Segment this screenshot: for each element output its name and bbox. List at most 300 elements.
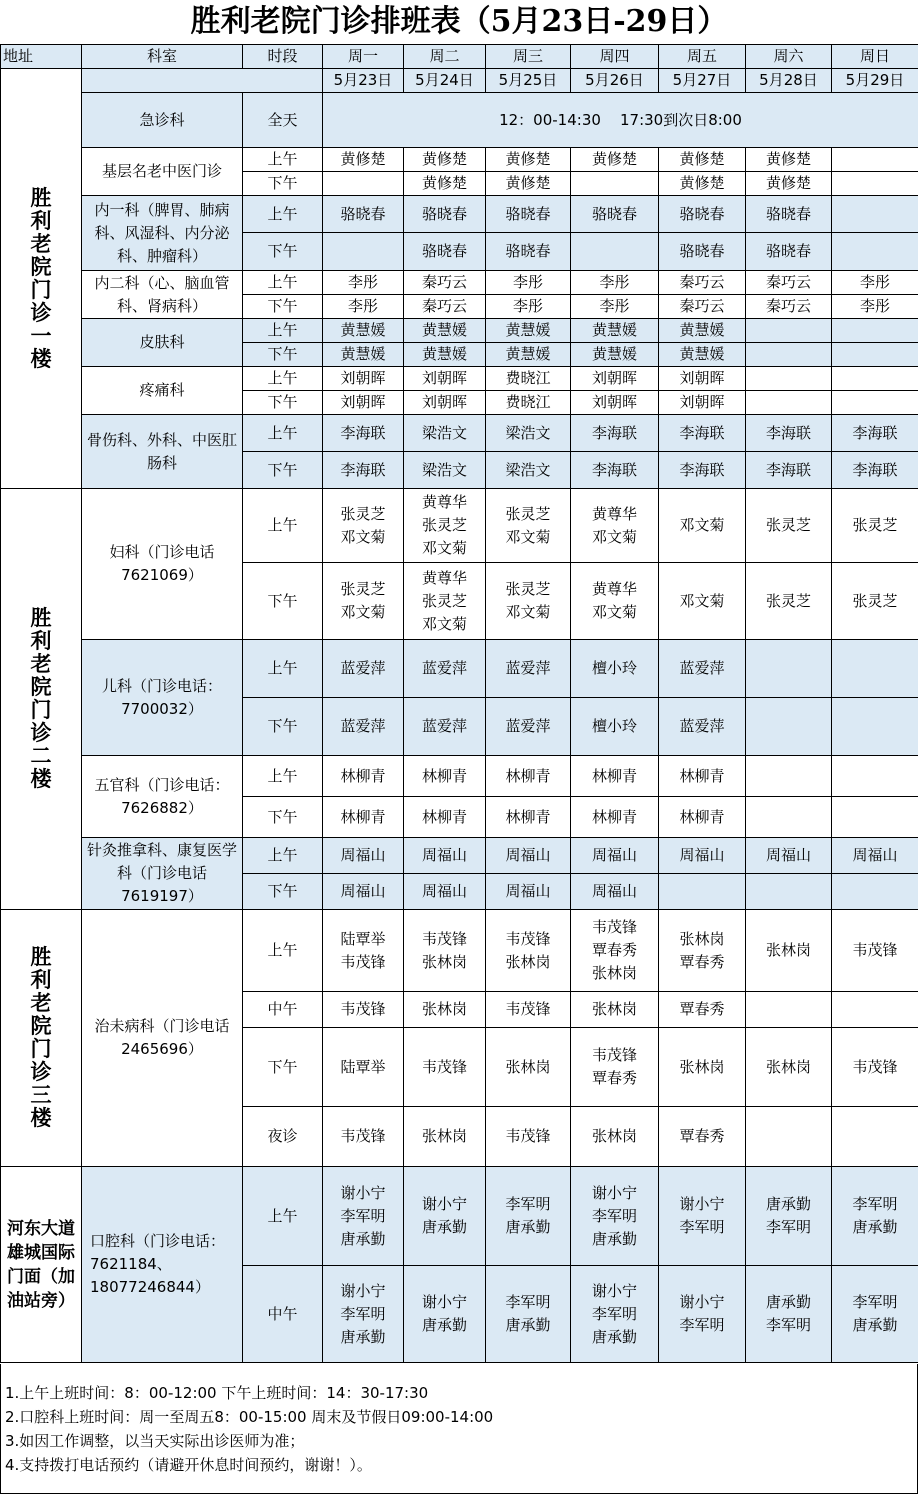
doctor-name: 韦茂锋: [591, 918, 637, 936]
header-period: 时段: [243, 45, 323, 69]
doctor-cell: [571, 415, 659, 452]
doctor-cell: [832, 1266, 918, 1363]
doctor-cell: [486, 1266, 571, 1363]
schedule-row: [1, 415, 918, 452]
doctor-name: 李彤: [512, 297, 543, 315]
doctor-cell: [404, 233, 486, 271]
doctor-name: 李军明: [765, 1218, 811, 1236]
doctor-name: 韦茂锋: [421, 1057, 467, 1076]
doctor-name: 覃春秀: [591, 941, 637, 959]
header-date: 5月24日: [404, 69, 486, 93]
header-weekday: 周日: [832, 45, 918, 69]
doctor-cell: [659, 797, 746, 838]
department-cell: 内二科（心、脑血管科、肾病科）: [82, 271, 243, 319]
doctor-name: 覃春秀: [591, 1069, 637, 1087]
doctor-name: 李海联: [679, 460, 725, 479]
doctor-cell: [832, 874, 918, 910]
doctor-name: 黄修楚: [505, 150, 551, 168]
period-cell: 上午: [243, 756, 323, 797]
doctor-name: 李彤: [512, 273, 543, 291]
doctor-cell: [659, 172, 746, 196]
doctor-name: 张灵芝: [765, 591, 811, 610]
period-cell: 上午: [243, 319, 323, 343]
doctor-name: 李军明: [852, 1293, 898, 1311]
doctor-name: 李军明: [679, 1316, 725, 1334]
doctor-cell: [832, 563, 918, 640]
doctor-name: 骆晓春: [421, 242, 467, 260]
header-weekday: 周二: [404, 45, 486, 69]
doctor-cell: [659, 367, 746, 391]
doctor-name: 刘朝晖: [421, 393, 467, 411]
doctor-cell: [323, 992, 404, 1028]
doctor-name: 唐承勤: [591, 1229, 637, 1248]
doctor-name: 骆晓春: [421, 204, 467, 223]
doctor-name: 张林岗: [765, 941, 811, 959]
doctor-cell: [832, 295, 918, 319]
doctor-name: 骆晓春: [679, 242, 725, 260]
doctor-name: 周福山: [679, 846, 725, 864]
department-cell: 针灸推拿科、康复医学科（门诊电话7619197）: [82, 838, 243, 910]
doctor-name: 蓝爱萍: [421, 659, 467, 677]
doctor-name: 周福山: [340, 846, 386, 864]
doctor-name: 唐承勤: [421, 1218, 467, 1236]
doctor-cell: [832, 452, 918, 489]
doctor-cell: [486, 838, 571, 874]
doctor-name: 黄慧媛: [591, 345, 637, 363]
period-cell: 夜诊: [243, 1107, 323, 1167]
doctor-name: 唐承勤: [340, 1327, 386, 1346]
doctor-name: 蓝爱萍: [421, 717, 467, 735]
header-address: 地址: [1, 45, 82, 69]
doctor-cell: [486, 563, 571, 640]
doctor-cell: [659, 1167, 746, 1266]
period-cell: 上午: [243, 838, 323, 874]
doctor-name: 林柳青: [421, 766, 467, 785]
header-date: 5月27日: [659, 69, 746, 93]
doctor-cell: [659, 910, 746, 992]
period-cell: 下午: [243, 874, 323, 910]
doctor-name: 覃春秀: [679, 1000, 725, 1018]
period-cell: 全天: [243, 93, 323, 148]
period-cell: 下午: [243, 295, 323, 319]
doctor-cell: [323, 452, 404, 489]
doctor-name: 黄慧媛: [340, 345, 386, 363]
doctor-name: 刘朝晖: [591, 393, 637, 411]
doctor-cell: [746, 1028, 832, 1107]
period-cell: 上午: [243, 196, 323, 233]
doctor-cell: [746, 452, 832, 489]
doctor-name: 李军明: [679, 1218, 725, 1236]
period-cell: 下午: [243, 698, 323, 756]
department-cell: 皮肤科: [82, 319, 243, 367]
doctor-name: 黄慧媛: [679, 321, 725, 339]
header-weekday: 周四: [571, 45, 659, 69]
doctor-name: 邓文菊: [591, 527, 637, 546]
doctor-cell: [832, 992, 918, 1028]
doctor-cell: [404, 391, 486, 415]
doctor-name: 蓝爱萍: [505, 717, 551, 735]
department-cell: 疼痛科: [82, 367, 243, 415]
doctor-name: 刘朝晖: [340, 393, 386, 411]
doctor-cell: [832, 910, 918, 992]
doctor-name: 韦茂锋: [505, 1127, 551, 1145]
doctor-cell: [659, 415, 746, 452]
doctor-name: 张林岗: [421, 952, 467, 971]
doctor-cell: [323, 1028, 404, 1107]
doctor-cell: [746, 295, 832, 319]
doctor-cell: [746, 489, 832, 563]
doctor-cell: [659, 756, 746, 797]
doctor-name: 黄修楚: [591, 150, 637, 168]
doctor-name: 张林岗: [765, 1057, 811, 1076]
doctor-name: 檀小玲: [591, 717, 637, 735]
doctor-cell: [486, 233, 571, 271]
doctor-name: 蓝爱萍: [340, 659, 386, 677]
doctor-cell: [486, 367, 571, 391]
doctor-cell: [659, 698, 746, 756]
doctor-cell: [746, 271, 832, 295]
doctor-name: 谢小宁: [591, 1183, 637, 1202]
doctor-cell: [659, 196, 746, 233]
doctor-name: 韦茂锋: [340, 1127, 386, 1145]
doctor-cell: [404, 343, 486, 367]
schedule-row: [1, 489, 918, 563]
doctor-cell: [404, 295, 486, 319]
doctor-cell: [323, 233, 404, 271]
doctor-cell: [486, 343, 571, 367]
doctor-name: 黄修楚: [421, 150, 467, 168]
doctor-cell: [323, 640, 404, 698]
doctor-cell: [832, 640, 918, 698]
doctor-cell: [832, 1167, 918, 1266]
doctor-name: 蓝爱萍: [679, 717, 725, 735]
doctor-cell: [404, 874, 486, 910]
doctor-name: 梁浩文: [421, 460, 467, 479]
location-floor-4: [1, 1167, 82, 1363]
period-cell: 上午: [243, 367, 323, 391]
doctor-name: 黄修楚: [340, 150, 386, 168]
period-cell: 下午: [243, 343, 323, 367]
department-cell: 骨伤科、外科、中医肛肠科: [82, 415, 243, 489]
doctor-name: 周福山: [505, 882, 551, 900]
doctor-name: 李彤: [347, 273, 378, 291]
doctor-cell: [659, 563, 746, 640]
doctor-cell: [746, 698, 832, 756]
doctor-name: 陆覃举: [340, 929, 386, 948]
schedule-row: [1, 196, 918, 233]
doctor-cell: [832, 271, 918, 295]
doctor-name: 骆晓春: [765, 204, 811, 223]
doctor-name: 唐承勤: [505, 1316, 551, 1334]
doctor-name: 李彤: [859, 297, 890, 315]
doctor-name: 邓文菊: [679, 591, 725, 610]
doctor-cell: [659, 1107, 746, 1167]
doctor-cell: [571, 452, 659, 489]
doctor-name: 谢小宁: [421, 1293, 467, 1311]
location-floor-2: [1, 489, 82, 910]
doctor-cell: [832, 196, 918, 233]
date-row-spacer: [82, 69, 323, 93]
doctor-cell: [571, 233, 659, 271]
doctor-cell: [486, 489, 571, 563]
doctor-name: 黄慧媛: [505, 321, 551, 339]
doctor-name: 周福山: [852, 846, 898, 864]
header-weekday: 周五: [659, 45, 746, 69]
doctor-cell: [323, 391, 404, 415]
doctor-cell: [659, 295, 746, 319]
doctor-cell: [746, 1266, 832, 1363]
doctor-cell: [832, 319, 918, 343]
doctor-cell: [486, 415, 571, 452]
doctor-name: 李海联: [591, 460, 637, 479]
location-floor-3: [1, 910, 82, 1167]
doctor-name: 周福山: [340, 882, 386, 900]
doctor-name: 李彤: [859, 273, 890, 291]
doctor-cell: [486, 910, 571, 992]
schedule-row: [1, 148, 918, 172]
doctor-name: 张林岗: [591, 964, 637, 982]
doctor-cell: [323, 563, 404, 640]
doctor-name: 李彤: [347, 297, 378, 315]
doctor-cell: [659, 838, 746, 874]
header-weekday: 周三: [486, 45, 571, 69]
doctor-cell: [746, 367, 832, 391]
emergency-hours: 12：00-14:30 17:30到次日8:00: [323, 93, 918, 148]
doctor-cell: [832, 415, 918, 452]
doctor-name: 李海联: [679, 423, 725, 442]
note-item: 4.支持拨打电话预约（请避开休息时间预约，谢谢！）。: [5, 1456, 372, 1474]
doctor-name: 唐承勤: [765, 1293, 811, 1311]
doctor-cell: [571, 797, 659, 838]
doctor-cell: [404, 489, 486, 563]
doctor-cell: [659, 148, 746, 172]
schedule-table: [0, 44, 918, 1363]
doctor-cell: [746, 233, 832, 271]
doctor-name: 费晓江: [505, 393, 551, 411]
doctor-cell: [571, 271, 659, 295]
schedule-row: [1, 910, 918, 992]
doctor-name: 骆晓春: [591, 204, 637, 223]
doctor-name: 秦巧云: [421, 297, 467, 315]
doctor-name: 黄尊华: [421, 493, 467, 511]
doctor-cell: [486, 148, 571, 172]
doctor-name: 李海联: [852, 423, 898, 442]
doctor-cell: [746, 391, 832, 415]
doctor-name: 刘朝晖: [679, 393, 725, 411]
doctor-cell: [571, 1028, 659, 1107]
department-cell: 五官科（门诊电话：7626882）: [82, 756, 243, 838]
period-cell: 上午: [243, 415, 323, 452]
doctor-cell: [832, 148, 918, 172]
doctor-cell: [404, 196, 486, 233]
doctor-cell: [323, 874, 404, 910]
doctor-cell: [832, 367, 918, 391]
doctor-cell: [571, 343, 659, 367]
doctor-name: 张林岗: [591, 1000, 637, 1018]
doctor-name: 骆晓春: [679, 204, 725, 223]
doctor-name: 周福山: [765, 846, 811, 864]
doctor-name: 林柳青: [591, 766, 637, 785]
doctor-cell: [486, 196, 571, 233]
period-cell: 下午: [243, 452, 323, 489]
doctor-cell: [486, 271, 571, 295]
doctor-name: 张灵芝: [505, 580, 551, 598]
doctor-name: 梁浩文: [421, 423, 467, 442]
doctor-name: 张林岗: [679, 1057, 725, 1076]
doctor-cell: [571, 148, 659, 172]
doctor-name: 林柳青: [340, 766, 386, 785]
doctor-cell: [404, 415, 486, 452]
doctor-name: 秦巧云: [679, 297, 725, 315]
doctor-name: 黄慧媛: [421, 345, 467, 363]
doctor-name: 骆晓春: [505, 242, 551, 260]
doctor-name: 刘朝晖: [421, 369, 467, 387]
doctor-name: 黄修楚: [765, 174, 811, 192]
doctor-name: 骆晓春: [765, 242, 811, 260]
doctor-name: 邓文菊: [591, 603, 637, 621]
doctor-cell: [746, 910, 832, 992]
doctor-name: 李军明: [505, 1293, 551, 1311]
doctor-name: 唐承勤: [765, 1195, 811, 1213]
doctor-cell: [404, 838, 486, 874]
doctor-cell: [746, 1107, 832, 1167]
doctor-name: 覃春秀: [679, 952, 725, 971]
doctor-cell: [746, 415, 832, 452]
doctor-name: 李海联: [765, 460, 811, 479]
doctor-cell: [659, 489, 746, 563]
doctor-cell: [746, 838, 832, 874]
page-title: 胜利老院门诊排班表（5月23日-29日）: [190, 4, 728, 39]
doctor-cell: [486, 1167, 571, 1266]
notes-section: [0, 1364, 918, 1494]
doctor-name: 骆晓春: [340, 204, 386, 223]
doctor-cell: [571, 1107, 659, 1167]
doctor-cell: [832, 489, 918, 563]
doctor-name: 黄慧媛: [679, 345, 725, 363]
doctor-name: 梁浩文: [505, 460, 551, 479]
doctor-cell: [659, 452, 746, 489]
doctor-cell: [746, 797, 832, 838]
department-cell: 口腔科（门诊电话：7621184、18077246844）: [82, 1167, 243, 1363]
doctor-cell: [746, 148, 832, 172]
location-name: 胜利老院门诊一楼: [30, 185, 52, 371]
doctor-cell: [486, 295, 571, 319]
doctor-name: 张灵芝: [852, 591, 898, 610]
doctor-cell: [746, 874, 832, 910]
doctor-name: 韦茂锋: [505, 1000, 551, 1018]
doctor-cell: [832, 391, 918, 415]
doctor-name: 张灵芝: [340, 580, 386, 598]
doctor-cell: [832, 797, 918, 838]
doctor-name: 骆晓春: [505, 204, 551, 223]
doctor-name: 林柳青: [505, 807, 551, 826]
doctor-cell: [659, 233, 746, 271]
doctor-name: 谢小宁: [421, 1195, 467, 1213]
period-cell: 上午: [243, 640, 323, 698]
doctor-name: 林柳青: [591, 807, 637, 826]
doctor-name: 黄修楚: [679, 150, 725, 168]
doctor-cell: [323, 797, 404, 838]
doctor-name: 林柳青: [340, 807, 386, 826]
doctor-cell: [404, 992, 486, 1028]
period-cell: 下午: [243, 563, 323, 640]
doctor-cell: [486, 797, 571, 838]
location-name: 河东大道雄城国际门面（加油站旁）: [7, 1218, 75, 1311]
doctor-cell: [659, 1266, 746, 1363]
doctor-name: 刘朝晖: [591, 369, 637, 387]
doctor-name: 唐承勤: [591, 1327, 637, 1346]
schedule-row: [1, 756, 918, 797]
doctor-cell: [571, 698, 659, 756]
doctor-cell: [486, 640, 571, 698]
doctor-name: 韦茂锋: [591, 1046, 637, 1064]
doctor-cell: [571, 172, 659, 196]
doctor-cell: [323, 319, 404, 343]
header-date: 5月29日: [832, 69, 918, 93]
doctor-name: 韦茂锋: [340, 1000, 386, 1018]
doctor-cell: [486, 698, 571, 756]
doctor-cell: [571, 319, 659, 343]
doctor-name: 张灵芝: [505, 504, 551, 523]
doctor-cell: [323, 910, 404, 992]
doctor-cell: [571, 640, 659, 698]
doctor-name: 唐承勤: [852, 1218, 898, 1236]
doctor-cell: [746, 756, 832, 797]
doctor-name: 李海联: [340, 423, 386, 442]
doctor-cell: [746, 563, 832, 640]
period-cell: 上午: [243, 489, 323, 563]
doctor-name: 林柳青: [421, 807, 467, 826]
doctor-cell: [323, 148, 404, 172]
doctor-cell: [746, 319, 832, 343]
doctor-cell: [832, 172, 918, 196]
department-cell: 基层名老中医门诊: [82, 148, 243, 196]
doctor-cell: [659, 992, 746, 1028]
doctor-name: 张灵芝: [421, 591, 467, 610]
doctor-cell: [323, 415, 404, 452]
doctor-name: 李海联: [765, 423, 811, 442]
doctor-cell: [486, 1107, 571, 1167]
doctor-name: 黄修楚: [505, 174, 551, 192]
doctor-name: 周福山: [421, 846, 467, 864]
doctor-cell: [404, 271, 486, 295]
doctor-cell: [659, 343, 746, 367]
doctor-name: 蓝爱萍: [340, 717, 386, 735]
doctor-name: 覃春秀: [679, 1127, 725, 1145]
doctor-name: 张灵芝: [340, 504, 386, 523]
doctor-cell: [571, 874, 659, 910]
doctor-name: 韦茂锋: [852, 1057, 898, 1076]
doctor-cell: [832, 756, 918, 797]
doctor-name: 秦巧云: [765, 273, 811, 291]
doctor-cell: [404, 640, 486, 698]
location-floor-1: [1, 69, 82, 489]
dept-emergency: 急诊科: [82, 93, 243, 148]
header-date: 5月26日: [571, 69, 659, 93]
doctor-cell: [832, 343, 918, 367]
location-name: 胜利老院门诊三楼: [30, 945, 52, 1130]
doctor-name: 张林岗: [591, 1127, 637, 1145]
header-weekday: 周六: [746, 45, 832, 69]
doctor-cell: [746, 172, 832, 196]
doctor-cell: [832, 838, 918, 874]
doctor-cell: [571, 756, 659, 797]
doctor-cell: [571, 391, 659, 415]
doctor-name: 林柳青: [505, 766, 551, 785]
department-cell: 治未病科（门诊电话2465696）: [82, 910, 243, 1167]
doctor-name: 黄修楚: [765, 150, 811, 168]
note-item: 1.上午上班时间：8：00-12:00 下午上班时间：14：30-17:30: [5, 1384, 429, 1402]
